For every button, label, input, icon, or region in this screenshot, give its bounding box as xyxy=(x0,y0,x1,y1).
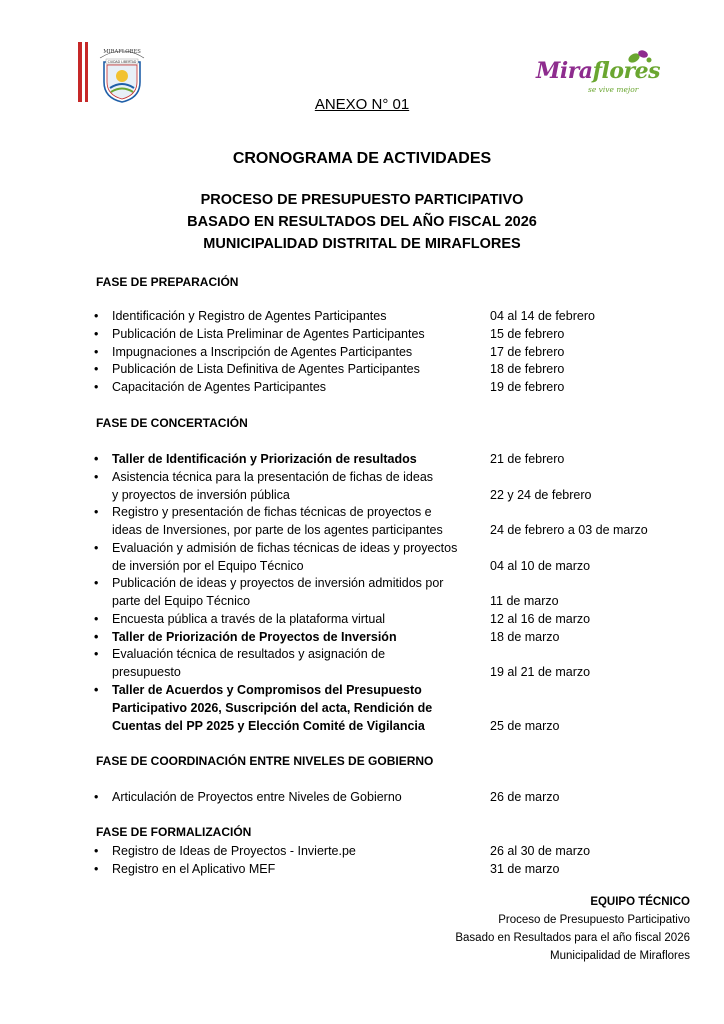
footer-title: EQUIPO TÉCNICO xyxy=(590,896,690,908)
activity-text: de inversión por el Equipo Técnico xyxy=(112,558,304,573)
phase-heading: FASE DE PREPARACIÓN xyxy=(96,275,239,289)
activity-date: 25 de marzo xyxy=(490,718,560,733)
activity-text: presupuesto xyxy=(112,664,181,679)
activity-date: 11 de marzo xyxy=(490,593,559,608)
activity-text: Cuentas del PP 2025 y Elección Comité de Vigilancia xyxy=(112,718,425,733)
activity-text: Registro de Ideas de Proyectos - Invierte.pe xyxy=(112,844,356,858)
activity-date: 26 de marzo xyxy=(490,790,560,804)
activity-text: ideas de Inversiones, por parte de los agentes participantes xyxy=(112,522,443,537)
subtitle-line: MUNICIPALIDAD DISTRITAL DE MIRAFLORES xyxy=(203,236,521,252)
activity-date: 17 de febrero xyxy=(490,345,565,359)
subtitle-line: PROCESO DE PRESUPUESTO PARTICIPATIVO xyxy=(200,192,524,208)
miraflores-brand-logo xyxy=(536,52,662,96)
activity-date: 19 de febrero xyxy=(490,380,565,394)
bullet-icon: • xyxy=(94,470,99,484)
activity-text: y proyectos de inversión pública xyxy=(112,487,290,502)
activity-text: Evaluación y admisión de fichas técnicas de ideas y proyectos xyxy=(112,541,458,555)
bullet-icon: • xyxy=(94,612,99,626)
activity-text: Identificación y Registro de Agentes Participantes xyxy=(112,309,387,323)
activity-date: 04 al 14 de febrero xyxy=(490,309,595,323)
bullet-icon: • xyxy=(94,790,99,804)
bullet-icon: • xyxy=(94,576,99,590)
red-stripe xyxy=(85,42,88,102)
phase-heading: FASE DE CONCERTACIÓN xyxy=(96,416,248,430)
bullet-icon: • xyxy=(94,362,99,376)
footer-line: Municipalidad de Miraflores xyxy=(550,950,690,962)
activity-text: Participativo 2026, Suscripción del acta, Rendición de xyxy=(112,700,433,715)
bullet-icon: • xyxy=(94,452,99,466)
brand-word-part2: flores xyxy=(592,58,661,84)
activity-date: 18 de febrero xyxy=(490,362,565,376)
activity-text: Encuesta pública a través de la plataforma virtual xyxy=(112,612,386,626)
bullet-icon: • xyxy=(94,862,99,876)
bullet-icon: • xyxy=(94,309,99,323)
document-subtitle xyxy=(0,189,724,255)
bullet-icon: • xyxy=(94,505,99,519)
bullet-icon: • xyxy=(94,844,99,858)
activity-text: Publicación de Lista Preliminar de Agentes Participantes xyxy=(112,327,425,341)
activity-text: Taller de Acuerdos y Compromisos del Presupuesto xyxy=(112,683,422,697)
activity-date: 04 al 10 de marzo xyxy=(490,558,591,573)
brand-wordmark xyxy=(536,58,660,84)
brand-word-part1: Mira xyxy=(536,58,593,84)
phase-heading: FASE DE COORDINACIÓN ENTRE NIVELES DE GOBIERNO xyxy=(96,754,434,768)
activity-text: parte del Equipo Técnico xyxy=(112,593,251,608)
bullet-icon: • xyxy=(94,327,99,341)
red-stripe xyxy=(78,42,82,102)
activity-date: 31 de marzo xyxy=(490,862,560,876)
subtitle-line: BASADO EN RESULTADOS DEL AÑO FISCAL 2026 xyxy=(187,214,537,230)
activity-text: Capacitación de Agentes Participantes xyxy=(112,380,327,394)
crest-shield-icon xyxy=(92,42,152,104)
activity-text: Taller de Priorización de Proyectos de Inversión xyxy=(112,630,397,644)
signature-block xyxy=(455,893,690,965)
bullet-icon: • xyxy=(94,345,99,359)
activity-text: Impugnaciones a Inscripción de Agentes Participantes xyxy=(112,345,413,359)
phase-heading: FASE DE FORMALIZACIÓN xyxy=(96,825,252,839)
activity-text: Publicación de Lista Definitiva de Agentes Participantes xyxy=(112,362,420,376)
activity-text: Publicación de ideas y proyectos de inversión admitidos por xyxy=(112,576,444,590)
bullet-icon: • xyxy=(94,630,99,644)
activity-date: 26 al 30 de marzo xyxy=(490,844,591,858)
footer-line: Proceso de Presupuesto Participativo xyxy=(498,914,690,926)
activity-date: 22 y 24 de febrero xyxy=(490,487,592,502)
bullet-icon: • xyxy=(94,647,99,661)
crest-arc-text: MIRAFLORES xyxy=(103,49,141,55)
document-title: CRONOGRAMA DE ACTIVIDADES xyxy=(232,150,492,167)
activity-date: 19 al 21 de marzo xyxy=(490,664,591,679)
activity-text: Asistencia técnica para la presentación de fichas de ideas xyxy=(112,470,434,484)
bullet-icon: • xyxy=(94,541,99,555)
footer-line: Basado en Resultados para el año fiscal 2026 xyxy=(455,932,690,944)
activity-date: 24 de febrero a 03 de marzo xyxy=(490,522,648,537)
brand-tagline: se vive mejor xyxy=(588,85,639,94)
crest-motto: CIUDAD LIBERTAD xyxy=(107,60,137,64)
bullet-icon: • xyxy=(94,683,99,697)
activity-text: Taller de Identificación y Priorización de resultados xyxy=(112,452,417,466)
bullet-icon: • xyxy=(94,380,99,394)
activity-date: 15 de febrero xyxy=(490,327,565,341)
annex-label: ANEXO N° 01 xyxy=(314,96,410,113)
activity-text: Evaluación técnica de resultados y asignación de xyxy=(112,647,386,661)
activity-text: Registro y presentación de fichas técnicas de proyectos e xyxy=(112,505,432,519)
activity-date: 21 de febrero xyxy=(490,452,565,466)
activity-text: Registro en el Aplicativo MEF xyxy=(112,862,276,876)
activity-text: Articulación de Proyectos entre Niveles de Gobierno xyxy=(112,790,402,804)
municipal-crest-logo xyxy=(78,42,154,104)
activity-date: 12 al 16 de marzo xyxy=(490,612,591,626)
activity-date: 18 de marzo xyxy=(490,630,560,644)
